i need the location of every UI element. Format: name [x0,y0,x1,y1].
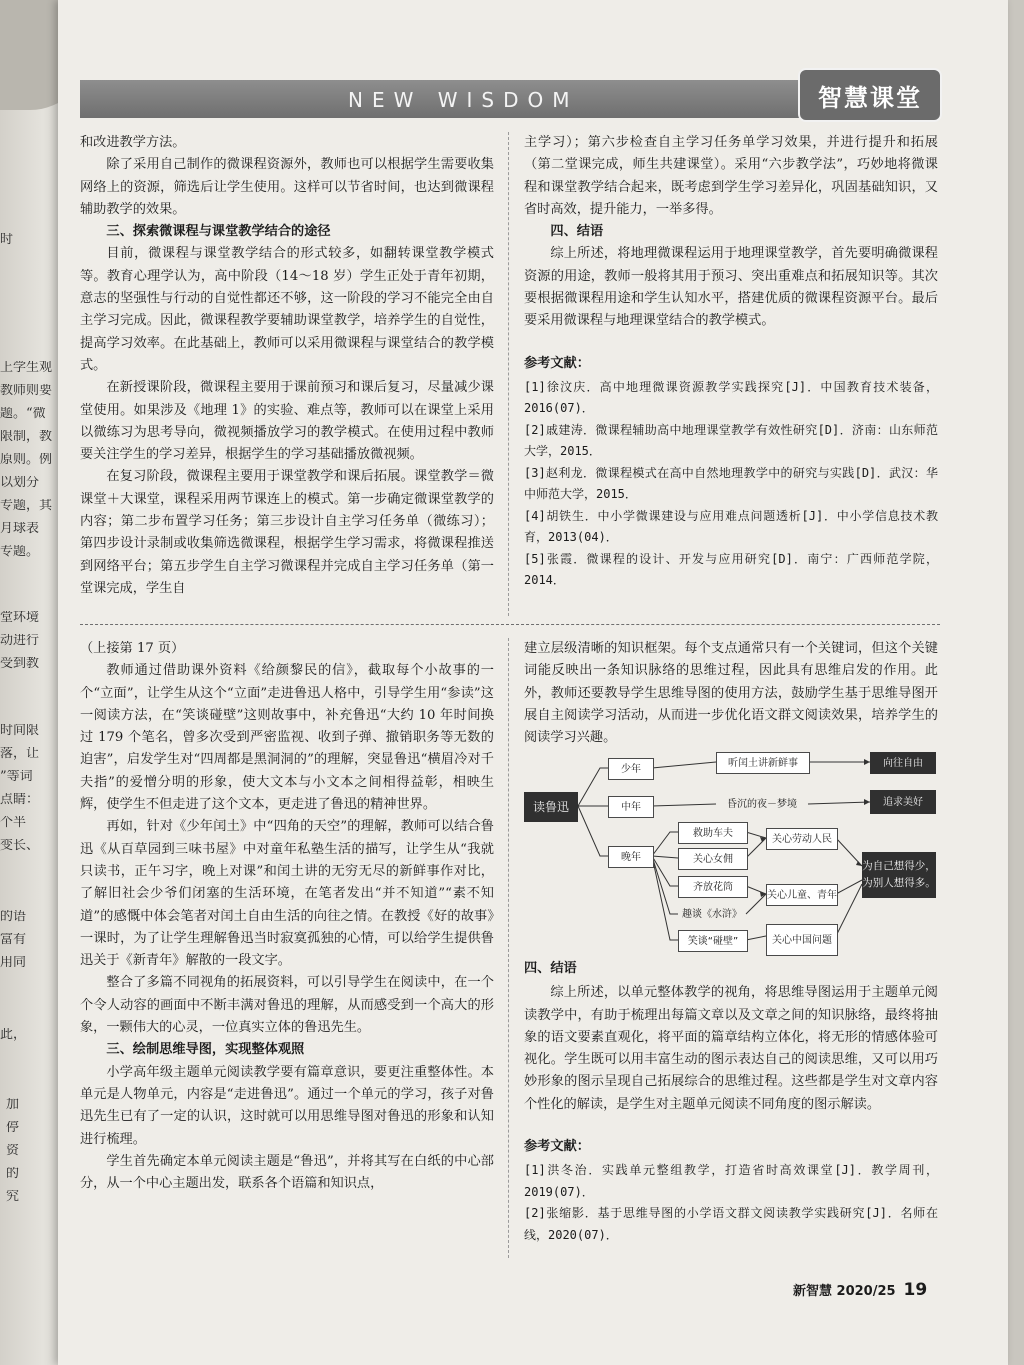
section-heading: 四、结语 [550,224,604,240]
previous-page-text-fragment: ”等词 [0,770,33,783]
previous-page-text-fragment: 教师则要 [0,384,53,397]
paragraph: 综上所述，以单元整体教学的视角，将思维导图运用于主题单元阅读教学中，有助于梳理出每篇文章以及文章之间的知识脉络，最终将抽象的语文要素直观化，将平面的篇章结构立体化，将无形的情感体验可视化。学生既可以用丰富生动的图示表达自己的阅读思维，又可以用巧妙形象的图示呈现自己拓展综合的思维过程。这些都是学生对文章内容个性化的解读，是学生对主题单元阅读不同角度的图示解读。 [524,985,938,1112]
bottom-left-column [80,638,494,1195]
section-heading: 四、结语 [524,961,577,976]
reference-item: [1]洪冬治．实践单元整组教学，打造省时高效课堂[J]．教学周刊，2019(07)． [524,1163,938,1199]
previous-page-text-fragment: 专题。 [0,545,40,558]
previous-page-text-fragment: 时间限 [0,724,40,737]
paragraph: 主学习）；第六步检查自主学习任务单学习效果，并进行提升和拓展（第二堂课完成，师生共建课堂）。采用“六步教学法”，巧妙地将微课程和课堂教学结合起来，既考虑到学生学习差异化，巩固基础知识，又省时高效，提升能力，一举多得。 [524,135,938,217]
paragraph: 和改进教学方法。 [80,135,186,150]
mind-map-stage-node: 中年 [608,796,654,818]
previous-page-text-fragment: 原则。例 [0,453,53,466]
page-footer [793,1280,927,1300]
previous-page-text-fragment: 堂环境 [0,611,40,624]
mind-map-group-node: 关心儿童、青年 [766,884,838,906]
previous-page-text-fragment: 究 [6,1190,20,1203]
paragraph: 综上所述，将地理微课程运用于地理课堂教学，首先要明确微课程资源的用途，教师一般将其用于预习、突出重难点和拓展知识等。其次要根据微课程用途和学生认知水平，搭建优质的微课程资源平台。最后要采用微课程与地理课堂结合的教学模式。 [524,246,938,329]
previous-page-text-fragment: 专题，其 [0,499,53,512]
previous-page-text-fragment: 资 [6,1144,20,1157]
paragraph: 再如，针对《少年闰土》中“四角的天空”的理解，教师可以结合鲁迅《从百草园到三味书屋》中对童年私塾生活的描写，让学生从“我就只读书，正午习字，晚上对课”和闰土讲的无穷无尽的新鲜事作对比，了解旧社会少爷们闭塞的生活环境，在笔者发出“并不知道”“素不知道”的感慨中体会笔者对闰土自由生活的向往之情。在教授《好的故事》一课时，为了让学生理解鲁迅当时寂寞孤独的心情，可以给学生提供鲁迅关于《新青年》解散的一段文字。 [80,819,494,969]
paragraph: 建立层级清晰的知识框架。每个支点通常只有一个关键词，但这个关键词能反映出一条知识脉络的思维过程，因此具有思维启发的作用。此外，教师还要教导学生思维导图的使用方法，鼓励学生基于思维导图开展自主阅读学习活动，从而进一步优化语文群文阅读效果，培养学生的阅读学习兴趣。 [524,641,938,746]
previous-page-text-fragment: 富有 [0,933,27,946]
previous-page-text-fragment: 加 [6,1098,20,1111]
mind-map-item-node: 救助车夫 [678,822,748,844]
previous-page-text-fragment: 题。“微 [0,407,46,420]
paragraph: 学生首先确定本单元阅读主题是“鲁迅”，并将其写在白纸的中心部分，从一个中心主题出发，联系各个语篇和知识点， [80,1153,494,1192]
paragraph: 小学高年级主题单元阅读教学要有篇章意识，要更注重整体性。本单元是人物单元，内容是“走进鲁迅”。通过一个单元的学习，孩子对鲁迅先生已有了一定的认识，这时就可以用思维导图对鲁迅的形象和认知进行梳理。 [80,1064,494,1147]
mind-map-item-node: 关心女佣 [678,848,748,870]
mind-map-stage-node: 晚年 [608,846,654,868]
mind-map-center-node: 读鲁迅 [524,792,578,822]
column-divider [508,638,509,1258]
paragraph: 除了采用自己制作的微课程资源外，教师也可以根据学生需要收集网络上的资源，筛选后让学生使用。这样可以节省时间，也达到微课程辅助教学的效果。 [80,157,494,217]
reference-item: [2]张缩影．基于思维导图的小学语文群文阅读教学实践研究[J]．名师在线，2020(07)． [524,1206,938,1242]
bottom-right-column-top [524,638,938,749]
paragraph: 整合了多篇不同视角的拓展资料，可以引导学生在阅读中，在一个个令人动容的画面中不断丰满对鲁迅的理解，从而感受到一个高大的形象，一颗伟大的心灵，一位真实立体的鲁迅先生。 [80,975,494,1036]
previous-page-text-fragment: 变长、 [0,839,40,852]
continuation-note: （上接第 17 页） [80,641,185,656]
mind-map-result-node: 追求美好 [870,790,936,814]
previous-page-text-fragment: 用同 [0,956,27,969]
mind-map-result-node: 为自己想得少，为别人想得多。 [862,852,936,898]
paragraph: 在复习阶段，微课程主要用于课堂教学和课后拓展。课堂教学＝微课堂＋大课堂，课程采用两节课连上的模式。第一步确定微课堂教学的内容；第二步布置学习任务；第三步设计自主学习任务单（微练习）；第四步设计录制或收集筛选微课程，根据学生学习需求，将微课程推送到网络平台；第五步学生自主学习微课程并完成自主学习任务单（第一堂课完成，学生自 [80,469,494,596]
mind-map-item-node: 昏沉的夜－梦境 [727,798,797,810]
paragraph: 目前，微课程与课堂教学结合的形式较多，如翻转课堂教学模式等。教育心理学认为，高中阶段（14～18 岁）学生正处于青年初期，意志的坚强性与行动的自觉性都还不够，这一阶段的学习不能完全由自主学习完成。因此，微课程教学要辅助课堂教学，培养学生的自觉性，提高学习效率。在此基础上，教师可以采用微课程与课堂结合的教学模式。 [80,246,494,373]
references-title: 参考文献： [524,1139,590,1155]
column-divider [508,132,509,616]
mind-map-item-node: 齐放花筒 [678,876,748,898]
mind-map-group-node: 关心劳动人民 [766,828,838,850]
reference-item: [5]张霞．微课程的设计、开发与应用研究[D]．南宁：广西师范学院，2014． [524,551,938,588]
reference-item: [3]赵利龙．微课程模式在高中自然地理教学中的研究与实践[D]．武汉：华中师范大学，2015． [524,465,938,502]
mind-map-stage-node: 少年 [608,758,654,780]
mind-map-diagram [520,748,938,960]
previous-page-text-fragment: 点睛： [0,793,40,806]
previous-page-text-fragment: 落，让 [0,747,40,760]
previous-page-text-fragment: 限制，教 [0,430,53,443]
previous-page-text-fragment: 此， [0,1028,27,1041]
journal-issue: 新智慧 2020/25 [793,1284,896,1299]
reference-list [524,1160,938,1246]
previous-page-text-fragment: 动进行 [0,634,40,647]
references-title: 参考文献： [524,355,590,371]
previous-page-text-fragment: 月球表 [0,522,40,535]
reference-item: [2]戚建涛．微课程辅助高中地理课堂教学有效性研究[D]．济南：山东师范大学，2015． [524,422,938,459]
top-right-column [524,132,938,592]
header-english-title: NEW WISDOM [348,88,579,112]
previous-page-text-fragment: 受到教 [0,657,40,670]
header-section-tab: 智慧课堂 [798,68,942,122]
previous-page-text-fragment: 以划分 [0,476,40,489]
top-left-column [80,132,494,600]
mind-map-result-node: 向往自由 [870,752,936,774]
previous-page-text-fragment: 时 [0,233,14,246]
mind-map-group-node: 关心中国问题 [766,924,838,956]
previous-page-text-fragment: 的语 [0,910,27,923]
mind-map-item-node: 趣谈《水浒》 [682,908,742,920]
paragraph: 教师通过借助课外资料《给颜黎民的信》，截取每个小故事的一个“立面”，让学生从这个“立面”走进鲁迅人格中，引导学生用“参读”这一阅读方法，在“笑谈碰壁”这则故事中，补充鲁迅“大约 10 年时间换过 179 个笔名，曾多次受到严密监视、收到子弹、撤销职务等无数的迫害”，启发学生对“四周都是黑洞洞的”的理解，突显鲁迅“横眉冷对千夫指”的爱憎分明的形象，使大文本与小文本之间相得益彰，相映生辉，使学生不但走进了这个文本，更走进了鲁迅的精神世界。 [80,663,494,813]
previous-page-text-fragment: 个半 [0,816,27,829]
paragraph: 在新授课阶段，微课程主要用于课前预习和课后复习，尽量减少课堂使用。如果涉及《地理 1》的实验、难点等，教师可以在课堂上采用以微练习为思考导向，微视频播放学习的教学模式。在使用过程中教师要关注学生的学习差异，根据学生的学习基础播放微视频。 [80,380,494,463]
previous-page-text-fragment: 停 [6,1121,20,1134]
section-heading: 三、探索微课程与课堂教学结合的途径 [106,224,331,240]
previous-page-text-fragment: 上学生观 [0,361,53,374]
magazine-page [58,0,1008,1365]
reference-list [524,377,938,592]
article-divider [80,624,940,625]
mind-map-item-node: 笑谈“碰壁” [678,930,748,952]
reference-item: [1]徐汶庆．高中地理微课资源教学实践探究[J]．中国教育技术装备，2016(07)． [524,379,938,416]
reference-item: [4]胡铁生．中小学微课建设与应用难点问题透析[J]．中小学信息技术教育，2013(04)． [524,508,938,545]
section-heading: 三、绘制思维导图，实现整体观照 [106,1042,305,1058]
previous-page-text-fragment: 的 [6,1167,20,1180]
page-number: 19 [903,1280,928,1300]
bottom-right-column-bottom [524,958,938,1246]
mind-map-item-node: 听闰土讲新鲜事 [716,752,810,774]
